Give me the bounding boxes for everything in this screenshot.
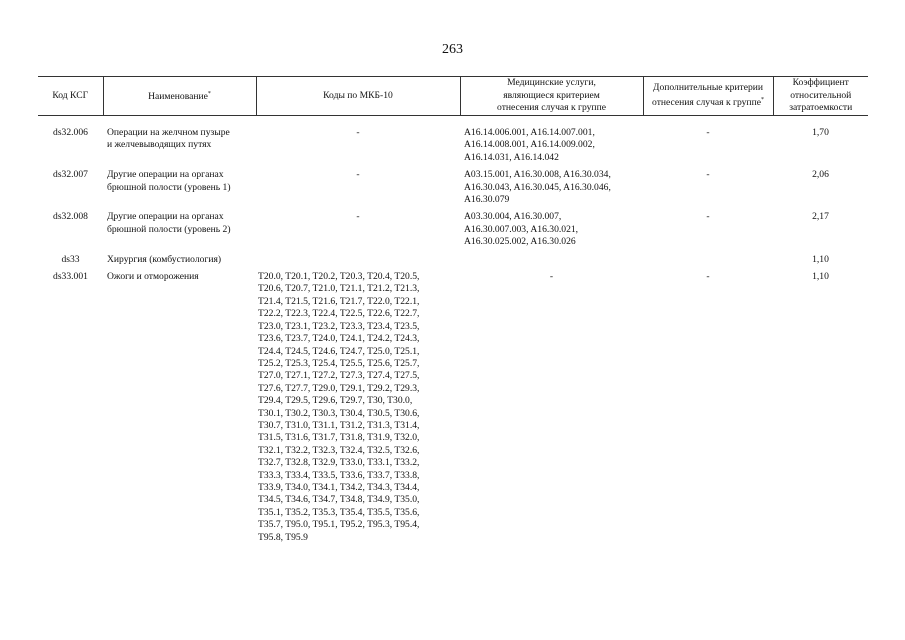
- header-extra-criteria: Дополнительные критерии отнесения случая к группе*: [643, 77, 773, 116]
- mkb-code-line: T20.6, T20.7, T21.0, T21.1, T21.2, T21.3,: [258, 283, 420, 295]
- mkb-code-line: T33.9, T34.0, T34.1, T34.2, T34.3, T34.4,: [258, 481, 420, 493]
- table-header: [38, 77, 868, 116]
- mkb-code-line: T31.5, T31.6, T31.7, T31.8, T31.9, T32.0,: [258, 432, 420, 444]
- mkb-code-line: T95.8, T95.9: [258, 531, 308, 543]
- page-number: 263: [442, 42, 463, 57]
- header-mkb: Коды по МКБ-10: [256, 77, 460, 116]
- header-services: Медицинские услуги, являющиеся критерием отнесения случая к группе: [460, 77, 643, 116]
- mkb-code-line: T27.6, T27.7, T29.0, T29.1, T29.2, T29.3,: [258, 382, 420, 394]
- coefficient: 2,06: [812, 169, 829, 181]
- mkb-code-line: T24.4, T24.5, T24.6, T24.7, T25.0, T25.1,: [258, 345, 420, 357]
- mkb-code-line: T30.1, T30.2, T30.3, T30.4, T30.5, T30.6,: [258, 407, 420, 419]
- mkb-code-line: T33.3, T33.4, T33.5, T33.6, T33.7, T33.8,: [258, 469, 420, 481]
- table-row: [38, 169, 868, 211]
- coefficient: 2,17: [812, 211, 829, 223]
- mkb-code-line: T32.7, T32.8, T32.9, T33.0, T33.1, T33.2,: [258, 457, 420, 469]
- ksg-code: ds32.008: [53, 211, 88, 223]
- medical-services: A03.30.004, A16.30.007, A16.30.007.003, A16.30.021, A16.30.025.002, A16.30.026: [464, 211, 579, 248]
- header-name: Наименование*: [103, 77, 256, 116]
- extra-criteria: -: [706, 211, 710, 223]
- coefficient: 1,10: [812, 253, 829, 265]
- extra-criteria: -: [706, 271, 710, 283]
- ksg-code: ds32.007: [53, 169, 88, 181]
- mkb-code-line: T34.5, T34.6, T34.7, T34.8, T34.9, T35.0,: [258, 494, 420, 506]
- ksg-name: Другие операции на органах брюшной полости (уровень 2): [107, 211, 231, 235]
- ksg-name: Другие операции на органах брюшной полости (уровень 1): [107, 169, 231, 193]
- ksg-code: ds33: [61, 253, 80, 265]
- mkb-code-line: T21.4, T21.5, T21.6, T21.7, T22.0, T22.1,: [258, 295, 420, 307]
- ksg-code: ds32.006: [53, 127, 88, 138]
- mkb-code-line: T23.6, T23.7, T24.0, T24.1, T24.2, T24.3,: [258, 333, 420, 345]
- ksg-table: [38, 76, 868, 549]
- ksg-name: Ожоги и отморожения: [107, 271, 199, 283]
- table-row: [38, 127, 868, 169]
- mkb-code-line: T27.0, T27.1, T27.2, T27.3, T27.4, T27.5,: [258, 370, 420, 382]
- mkb-code-line: T30.7, T31.0, T31.1, T31.2, T31.3, T31.4,: [258, 419, 420, 431]
- medical-services: -: [549, 271, 554, 283]
- ksg-name: Хирургия (комбустиология): [107, 253, 222, 265]
- extra-criteria: -: [706, 127, 710, 138]
- mkb-code-line: T35.7, T95.0, T95.1, T95.2, T95.3, T95.4,: [258, 519, 420, 531]
- mkb-code-line: T23.0, T23.1, T23.2, T23.3, T23.4, T23.5,: [258, 320, 420, 332]
- medical-services: A03.15.001, A16.30.008, A16.30.034, A16.30.043, A16.30.045, A16.30.046, A16.30.079: [464, 169, 611, 206]
- header-coefficient: Коэффициент относительной затратоемкости: [773, 77, 868, 116]
- mkb-code-line: T20.0, T20.1, T20.2, T20.3, T20.4, T20.5,: [258, 271, 420, 283]
- coefficient: 1,70: [812, 127, 829, 138]
- table-row: [38, 271, 868, 549]
- mkb-code-line: T22.2, T22.3, T22.4, T22.5, T22.6, T22.7,: [258, 308, 420, 320]
- table-row: [38, 211, 868, 253]
- mkb-code-line: T25.2, T25.3, T25.4, T25.5, T25.6, T25.7,: [258, 357, 420, 369]
- mkb-code-line: T29.4, T29.5, T29.6, T29.7, T30, T30.0,: [258, 395, 413, 407]
- table-row-group: [38, 254, 868, 271]
- mkb-code-line: T35.1, T35.2, T35.3, T35.4, T35.5, T35.6,: [258, 506, 420, 518]
- medical-services: A16.14.006.001, A16.14.007.001, A16.14.008.001, A16.14.009.002, A16.14.031, A16.14.042: [464, 127, 595, 163]
- mkb-codes: -: [356, 211, 360, 223]
- mkb-codes: [256, 271, 460, 549]
- ksg-name: Операции на желчном пузыре и желчевыводящих путях: [107, 127, 230, 151]
- mkb-code-line: T32.1, T32.2, T32.3, T32.4, T32.5, T32.6,: [258, 444, 420, 456]
- extra-criteria: -: [706, 169, 710, 181]
- mkb-codes: -: [356, 127, 360, 138]
- header-code: Код КСГ: [38, 77, 103, 116]
- mkb-codes: -: [356, 169, 360, 181]
- ksg-code: ds33.001: [53, 271, 88, 283]
- coefficient: 1,10: [812, 271, 829, 283]
